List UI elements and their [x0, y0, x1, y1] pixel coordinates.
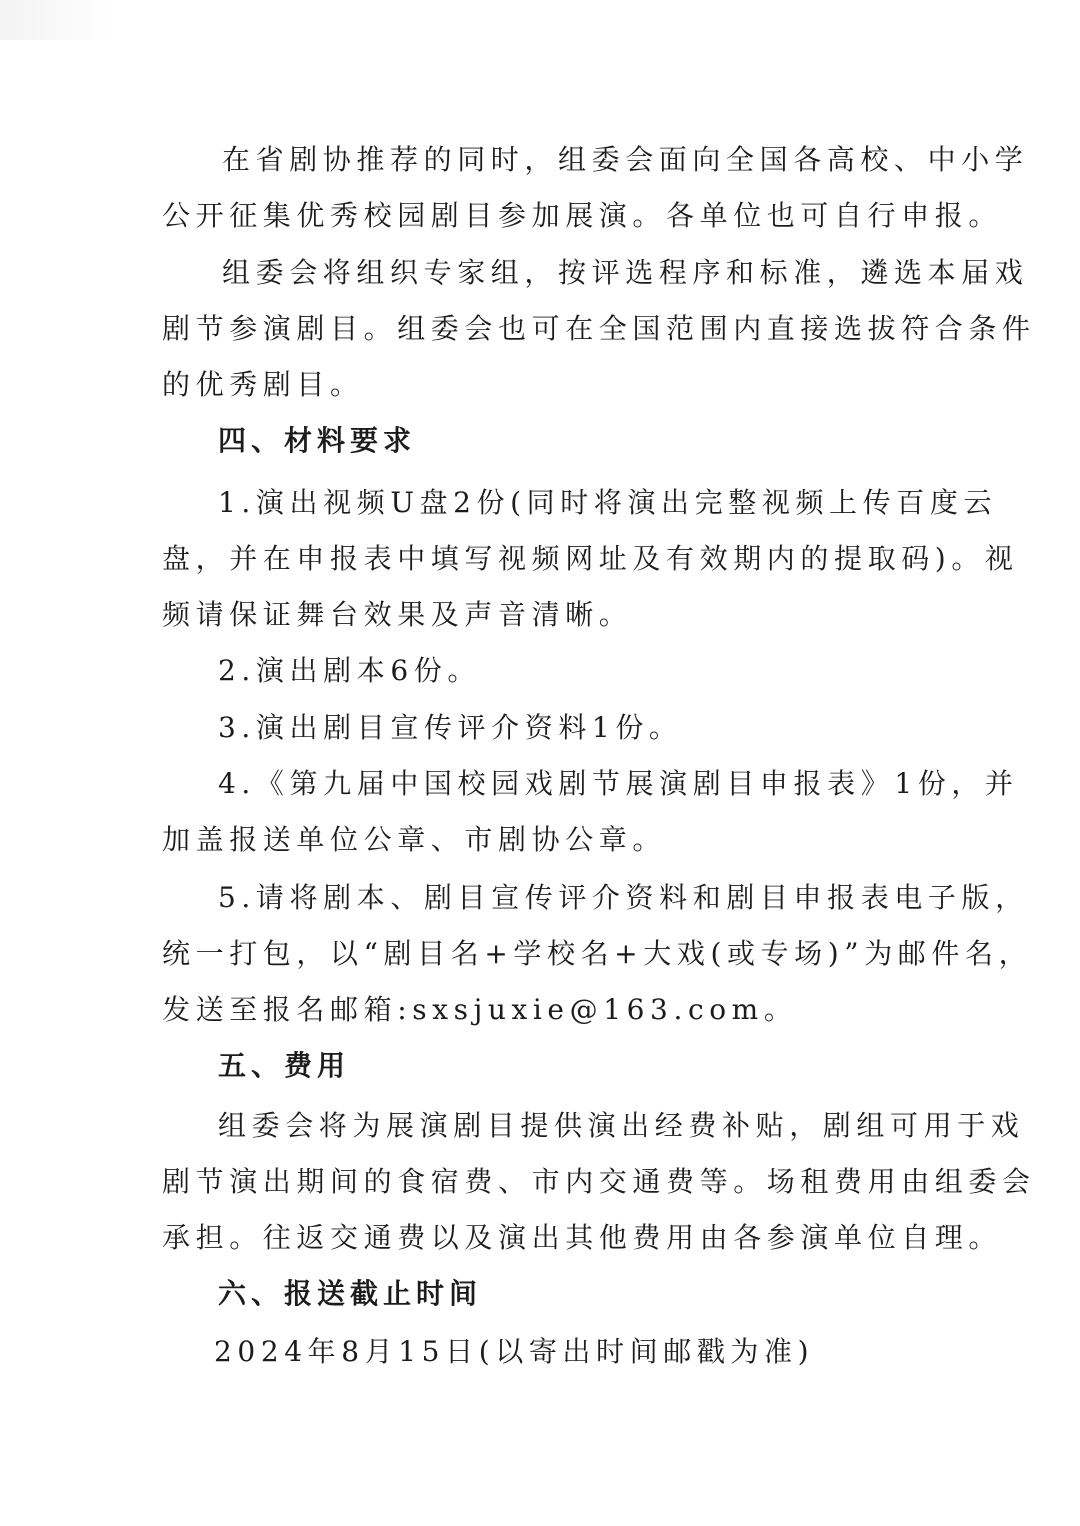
text-line: 组委会将为展演剧目提供演出经费补贴，剧组可用于戏 — [218, 1109, 1025, 1142]
text-line: 统一打包，以“剧目名+学校名+大戏(或专场)”为邮件名， — [162, 937, 1033, 970]
text-line: 承担。往返交通费以及演出其他费用由各参演单位自理。 — [162, 1221, 1003, 1254]
text-line: 加盖报送单位公章、市剧协公章。 — [162, 823, 667, 856]
materials-item-2: 2.演出剧本6份。 — [218, 654, 481, 687]
section-heading-fees: 五、费用 — [218, 1049, 351, 1082]
text-line: 5.请将剧本、剧目宣传评介资料和剧目申报表电子版， — [218, 881, 1029, 914]
materials-item-3: 3.演出剧目宣传评介资料1份。 — [218, 711, 683, 744]
scan-edge-shadow — [0, 0, 110, 40]
text-line: 剧节参演剧目。组委会也可在全国范围内直接选拔符合条件 — [162, 312, 1036, 345]
text-line: 剧节演出期间的食宿费、市内交通费等。场租费用由组委会 — [162, 1165, 1036, 1198]
deadline-date: 2024年8月15日(以寄出时间邮戳为准) — [214, 1335, 815, 1368]
text-line: 组委会将组织专家组，按评选程序和标准，遴选本届戏 — [222, 256, 1029, 289]
section-heading-materials: 四、材料要求 — [218, 424, 417, 457]
text-line: 的优秀剧目。 — [162, 368, 364, 401]
section-heading-deadline: 六、报送截止时间 — [218, 1277, 483, 1310]
text-line: 公开征集优秀校园剧目参加展演。各单位也可自行申报。 — [162, 199, 1003, 232]
text-line: 频请保证舞台效果及声音清晰。 — [162, 598, 633, 631]
text-line: 4.《第九届中国校园戏剧节展演剧目申报表》1份，并 — [218, 767, 1019, 800]
text-line: 盘，并在申报表中填写视频网址及有效期内的提取码)。视 — [162, 542, 1019, 575]
text-line: 1.演出视频U盘2份(同时将演出完整视频上传百度云 — [218, 486, 998, 519]
email-line: 发送至报名邮箱:sxsjuxie@163.com。 — [162, 993, 798, 1026]
text-line: 在省剧协推荐的同时，组委会面向全国各高校、中小学 — [222, 143, 1029, 176]
